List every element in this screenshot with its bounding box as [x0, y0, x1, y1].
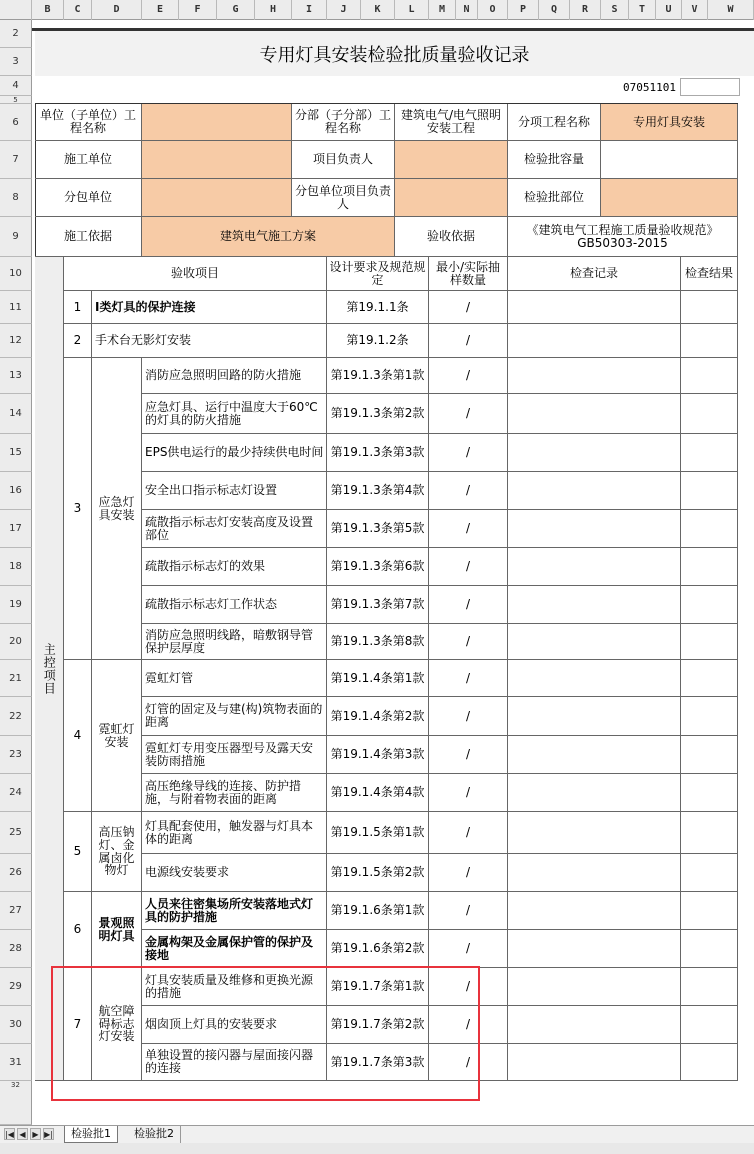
item-clause: 第19.1.4条第2款	[327, 697, 429, 736]
batch-location-cell[interactable]	[601, 179, 738, 217]
item-desc: 霓虹灯专用变压器型号及露天安装防雨措施	[142, 736, 327, 774]
item-sampling-cell[interactable]: /	[429, 586, 508, 624]
row-header[interactable]: 24	[0, 774, 32, 812]
item-sampling-cell[interactable]: /	[429, 394, 508, 434]
item-clause: 第19.1.3条第1款	[327, 358, 429, 394]
row-header[interactable]: 20	[0, 624, 32, 660]
item-desc: 单独设置的接闪器与屋面接闪器的连接	[142, 1044, 327, 1081]
item-record-cell[interactable]	[508, 624, 681, 660]
item-result-cell[interactable]	[681, 892, 738, 930]
column-header[interactable]: W	[708, 0, 754, 20]
group-name: 应急灯具安装	[92, 358, 142, 660]
item-clause: 第19.1.2条	[327, 324, 429, 358]
sheet-tab-bar	[0, 1125, 754, 1143]
column-header[interactable]: Q	[539, 0, 570, 20]
subdivision-label: 分部（子分部）工程名称	[292, 104, 395, 141]
column-header[interactable]: G	[217, 0, 255, 20]
item-result-cell[interactable]	[681, 324, 738, 358]
row-header[interactable]: 21	[0, 660, 32, 697]
subdivision-value-cell[interactable]: 建筑电气/电气照明安装工程	[395, 104, 508, 141]
item-result-cell[interactable]	[681, 660, 738, 697]
item-clause: 第19.1.7条第2款	[327, 1006, 429, 1044]
item-desc: 人员来往密集场所安装落地式灯具的防护措施	[142, 892, 327, 930]
item-sampling-cell[interactable]: /	[429, 854, 508, 892]
last-sheet-button[interactable]: ▶|	[44, 1130, 53, 1139]
subcontract-manager-label: 分包单位项目负责人	[292, 179, 395, 217]
group-no: 6	[64, 892, 92, 968]
row-header[interactable]: 3	[0, 48, 32, 76]
item-sampling-cell[interactable]: /	[429, 510, 508, 548]
column-header[interactable]: T	[629, 0, 656, 20]
item-sampling-cell[interactable]: /	[429, 472, 508, 510]
row-header[interactable]: 25	[0, 812, 32, 854]
row-header[interactable]: 18	[0, 548, 32, 586]
subitem-value-cell[interactable]: 专用灯具安装	[601, 104, 738, 141]
item-clause: 第19.1.1条	[327, 291, 429, 324]
group-no: 4	[64, 660, 92, 812]
item-record-cell[interactable]	[508, 586, 681, 624]
group-no: 5	[64, 812, 92, 892]
item-desc: 高压绝缘导线的连接、防护措施，与附着物表面的距离	[142, 774, 327, 812]
item-result-cell[interactable]	[681, 1006, 738, 1044]
item-result-cell[interactable]	[681, 736, 738, 774]
column-header[interactable]: I	[292, 0, 327, 20]
group-name: 高压钠灯、金属卤化物灯	[92, 812, 142, 892]
sheet-tab-active[interactable]: 检验批1	[64, 1126, 118, 1143]
item-sampling-cell[interactable]: /	[429, 930, 508, 968]
item-desc: 手术台无影灯安装	[92, 324, 327, 358]
item-clause: 第19.1.4条第4款	[327, 774, 429, 812]
first-sheet-button[interactable]: |◀	[5, 1130, 14, 1139]
item-sampling-cell[interactable]: /	[429, 968, 508, 1006]
row-header[interactable]: 2	[0, 20, 32, 48]
row-header[interactable]: 23	[0, 736, 32, 774]
item-clause: 第19.1.3条第7款	[327, 586, 429, 624]
column-header[interactable]: N	[456, 0, 478, 20]
group-no: 1	[64, 291, 92, 324]
project-manager-cell[interactable]	[395, 141, 508, 179]
subcontract-unit-label: 分包单位	[35, 179, 142, 217]
item-record-cell[interactable]	[508, 812, 681, 854]
item-desc: 疏散指示标志灯工作状态	[142, 586, 327, 624]
sheet-tab[interactable]: 检验批2	[128, 1126, 181, 1143]
row-header[interactable]: 22	[0, 697, 32, 736]
item-record-cell[interactable]	[508, 854, 681, 892]
subcontract-manager-cell[interactable]	[395, 179, 508, 217]
row-header[interactable]: 12	[0, 324, 32, 358]
header-record: 检查记录	[508, 257, 681, 291]
item-result-cell[interactable]	[681, 394, 738, 434]
column-header[interactable]: F	[179, 0, 217, 20]
row-header[interactable]: 11	[0, 291, 32, 324]
batch-location-label: 检验批部位	[508, 179, 601, 217]
item-clause: 第19.1.3条第6款	[327, 548, 429, 586]
item-record-cell[interactable]	[508, 472, 681, 510]
row-header[interactable]: 26	[0, 854, 32, 892]
item-sampling-cell[interactable]: /	[429, 1006, 508, 1044]
batch-capacity-label: 检验批容量	[508, 141, 601, 179]
row-header[interactable]: 32	[0, 1081, 32, 1125]
row-header[interactable]: 27	[0, 892, 32, 930]
column-header[interactable]: E	[142, 0, 179, 20]
group-no: 2	[64, 324, 92, 358]
column-header[interactable]: H	[255, 0, 292, 20]
item-desc: 灯管的固定及与建(构)筑物表面的距离	[142, 697, 327, 736]
item-sampling-cell[interactable]: /	[429, 697, 508, 736]
item-desc: 消防应急照明线路，暗敷钢导管保护层厚度	[142, 624, 327, 660]
item-clause: 第19.1.3条第3款	[327, 434, 429, 472]
group-no: 3	[64, 358, 92, 660]
item-clause: 第19.1.6条第1款	[327, 892, 429, 930]
row-header[interactable]: 9	[0, 217, 32, 257]
row-header[interactable]: 10	[0, 257, 32, 291]
unit-value-cell[interactable]	[142, 104, 292, 141]
item-result-cell[interactable]	[681, 968, 738, 1006]
item-sampling-cell[interactable]: /	[429, 892, 508, 930]
header-result: 检查结果	[681, 257, 738, 291]
item-result-cell[interactable]	[681, 358, 738, 394]
item-result-cell[interactable]	[681, 548, 738, 586]
item-record-cell[interactable]	[508, 434, 681, 472]
group-no: 7	[64, 968, 92, 1081]
item-sampling-cell[interactable]: /	[429, 1044, 508, 1081]
header-sampling: 最小/实际抽样数量	[429, 257, 508, 291]
subcontract-unit-cell[interactable]	[142, 179, 292, 217]
column-header[interactable]: R	[570, 0, 601, 20]
item-record-cell[interactable]	[508, 358, 681, 394]
item-result-cell[interactable]	[681, 434, 738, 472]
form-code-input[interactable]	[680, 78, 740, 96]
item-sampling-cell[interactable]: /	[429, 736, 508, 774]
item-desc: 疏散指示标志灯的效果	[142, 548, 327, 586]
item-record-cell[interactable]	[508, 968, 681, 1006]
item-result-cell[interactable]	[681, 472, 738, 510]
item-clause: 第19.1.5条第2款	[327, 854, 429, 892]
status-bar	[0, 1143, 754, 1154]
basis-label: 施工依据	[35, 217, 142, 257]
row-header[interactable]: 7	[0, 141, 32, 179]
item-record-cell[interactable]	[508, 697, 681, 736]
item-record-cell[interactable]	[508, 930, 681, 968]
item-desc: 消防应急照明回路的防火措施	[142, 358, 327, 394]
item-record-cell[interactable]	[508, 774, 681, 812]
item-desc: 灯具配套使用，触发器与灯具本体的距离	[142, 812, 327, 854]
column-header[interactable]: M	[429, 0, 456, 20]
item-clause: 第19.1.4条第3款	[327, 736, 429, 774]
item-clause: 第19.1.3条第4款	[327, 472, 429, 510]
item-clause: 第19.1.6条第2款	[327, 930, 429, 968]
item-record-cell[interactable]	[508, 892, 681, 930]
header-design: 设计要求及规范规定	[327, 257, 429, 291]
item-result-cell[interactable]	[681, 291, 738, 324]
column-header[interactable]: U	[656, 0, 682, 20]
item-result-cell[interactable]	[681, 510, 738, 548]
item-record-cell[interactable]	[508, 1006, 681, 1044]
item-desc: 金属构架及金属保护管的保护及接地	[142, 930, 327, 968]
column-header[interactable]: D	[92, 0, 142, 20]
item-desc: 疏散指示标志灯安装高度及设置部位	[142, 510, 327, 548]
column-header[interactable]: V	[682, 0, 708, 20]
basis-value-cell[interactable]: 建筑电气施工方案	[142, 217, 395, 257]
column-header[interactable]: L	[395, 0, 429, 20]
item-sampling-cell[interactable]: /	[429, 812, 508, 854]
item-sampling-cell[interactable]: /	[429, 660, 508, 697]
item-desc: EPS供电运行的最少持续供电时间	[142, 434, 327, 472]
item-sampling-cell[interactable]: /	[429, 434, 508, 472]
column-header[interactable]: O	[478, 0, 508, 20]
column-header[interactable]: C	[64, 0, 92, 20]
item-desc: 安全出口指示标志灯设置	[142, 472, 327, 510]
item-desc: 应急灯具、运行中温度大于60℃的灯具的防火措施	[142, 394, 327, 434]
item-clause: 第19.1.4条第1款	[327, 660, 429, 697]
row-header[interactable]: 8	[0, 179, 32, 217]
column-header[interactable]: P	[508, 0, 539, 20]
group-name: 景观照明灯具	[92, 892, 142, 968]
unit-label: 单位（子单位）工程名称	[35, 104, 142, 141]
item-record-cell[interactable]	[508, 324, 681, 358]
row-header[interactable]: 6	[0, 104, 32, 141]
column-header-bar	[0, 0, 754, 20]
item-result-cell[interactable]	[681, 697, 738, 736]
row-header[interactable]: 17	[0, 510, 32, 548]
item-sampling-cell[interactable]: /	[429, 774, 508, 812]
item-sampling-cell[interactable]: /	[429, 358, 508, 394]
item-desc: 烟囱顶上灯具的安装要求	[142, 1006, 327, 1044]
item-result-cell[interactable]	[681, 854, 738, 892]
item-record-cell[interactable]	[508, 736, 681, 774]
item-clause: 第19.1.7条第3款	[327, 1044, 429, 1081]
item-result-cell[interactable]	[681, 774, 738, 812]
item-desc: 电源线安装要求	[142, 854, 327, 892]
header-item: 验收项目	[64, 257, 327, 291]
prev-sheet-button[interactable]: ◀	[17, 1128, 28, 1140]
group-name: 航空障碍标志灯安装	[92, 968, 142, 1081]
row-header[interactable]: 19	[0, 586, 32, 624]
row-header[interactable]: 15	[0, 434, 32, 472]
row-header[interactable]: 14	[0, 394, 32, 434]
row-header[interactable]: 30	[0, 1006, 32, 1044]
item-clause: 第19.1.3条第5款	[327, 510, 429, 548]
subitem-label: 分项工程名称	[508, 104, 601, 141]
group-name: 霓虹灯安装	[92, 660, 142, 812]
item-result-cell[interactable]	[681, 624, 738, 660]
batch-capacity-cell[interactable]	[601, 141, 738, 179]
form-code: 07051101	[623, 80, 676, 94]
acceptance-basis-value: 《建筑电气工程施工质量验收规范》GB50303-2015	[508, 217, 738, 257]
item-result-cell[interactable]	[681, 812, 738, 854]
column-header[interactable]: K	[361, 0, 395, 20]
column-header[interactable]: J	[327, 0, 361, 20]
item-clause: 第19.1.5条第1款	[327, 812, 429, 854]
item-record-cell[interactable]	[508, 394, 681, 434]
construction-unit-cell[interactable]	[142, 141, 292, 179]
row-header[interactable]: 5	[0, 96, 32, 104]
item-clause: 第19.1.3条第2款	[327, 394, 429, 434]
item-clause: 第19.1.3条第8款	[327, 624, 429, 660]
item-sampling-cell[interactable]: /	[429, 324, 508, 358]
item-record-cell[interactable]	[508, 1044, 681, 1081]
row-header[interactable]: 29	[0, 968, 32, 1006]
item-record-cell[interactable]	[508, 660, 681, 697]
next-sheet-button[interactable]: ▶	[30, 1128, 41, 1140]
project-manager-label: 项目负责人	[292, 141, 395, 179]
item-record-cell[interactable]	[508, 510, 681, 548]
item-sampling-cell[interactable]: /	[429, 624, 508, 660]
item-record-cell[interactable]	[508, 291, 681, 324]
row-header[interactable]: 16	[0, 472, 32, 510]
item-record-cell[interactable]	[508, 548, 681, 586]
item-desc: I类灯具的保护连接	[92, 291, 327, 324]
select-all-corner[interactable]	[0, 0, 32, 20]
column-header[interactable]: S	[601, 0, 629, 20]
item-result-cell[interactable]	[681, 586, 738, 624]
item-sampling-cell[interactable]: /	[429, 291, 508, 324]
page-title: 专用灯具安装检验批质量验收记录	[35, 31, 754, 76]
item-sampling-cell[interactable]: /	[429, 548, 508, 586]
item-clause: 第19.1.7条第1款	[327, 968, 429, 1006]
row-header[interactable]: 13	[0, 358, 32, 394]
row-header[interactable]: 31	[0, 1044, 32, 1081]
item-desc: 灯具安装质量及维修和更换光源的措施	[142, 968, 327, 1006]
row-header[interactable]: 4	[0, 76, 32, 96]
main-control-label: 主控项目	[35, 257, 64, 1081]
column-header[interactable]: B	[32, 0, 64, 20]
item-result-cell[interactable]	[681, 930, 738, 968]
acceptance-basis-label: 验收依据	[395, 217, 508, 257]
item-desc: 霓虹灯管	[142, 660, 327, 697]
construction-unit-label: 施工单位	[35, 141, 142, 179]
item-result-cell[interactable]	[681, 1044, 738, 1081]
row-header[interactable]: 28	[0, 930, 32, 968]
